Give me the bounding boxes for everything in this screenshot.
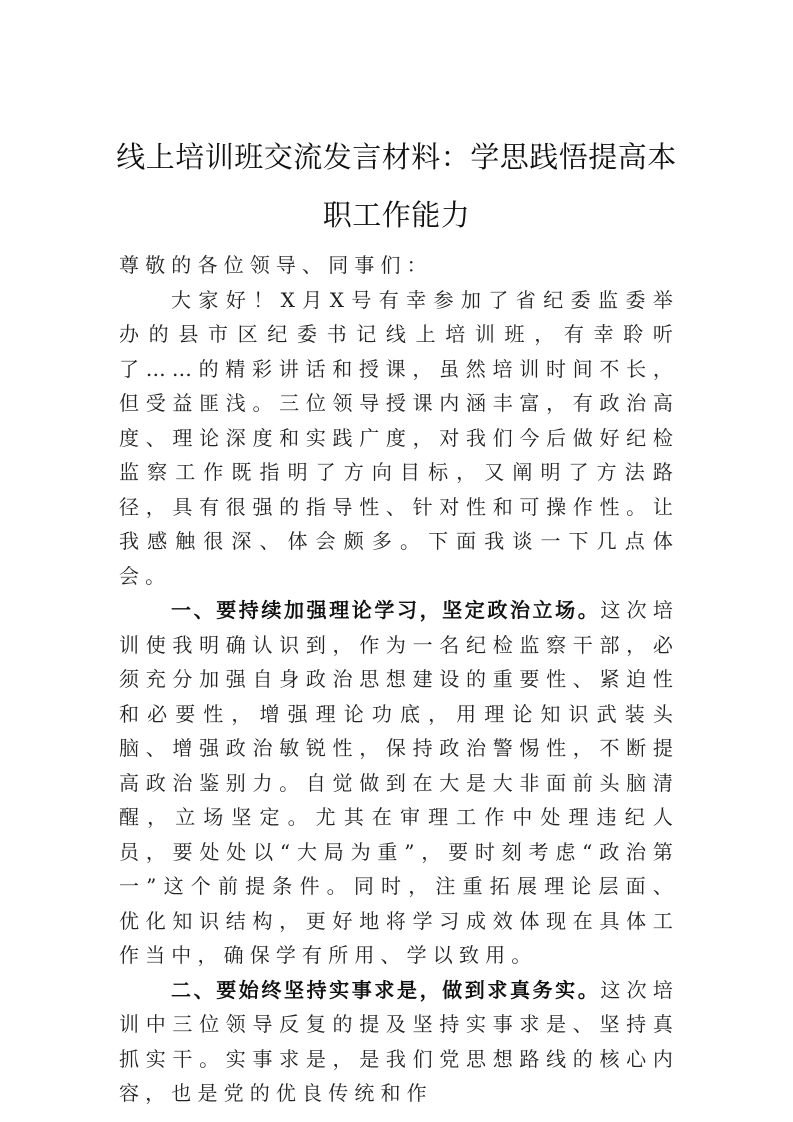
document-body — [119, 248, 679, 1111]
document-title — [100, 128, 693, 244]
paragraph-section-1 — [119, 593, 679, 973]
title-line-1: 线上培训班交流发言材料：学思践悟提高本 — [116, 140, 677, 174]
section-2-heading: 二、要始终坚持实事求是，做到求真务实。 — [171, 977, 601, 1002]
paragraph-section-2 — [119, 973, 679, 1111]
section-1-body: 这次培训使我明确认识到，作为一名纪检监察干部，必须充分加强自身政治思想建设的重要性、紧迫性和必要性，增强理论功底，用理论知识武装头脑、增强政治敏锐性，保持政治警惕性，不断提高政治鉴别力。自觉做到在大是大非面前头脑清醒，立场坚定。尤其在审理工作中处理违纪人员，要处处以“大局为重”，要时刻考虑“政治第一”这个前提条件。同时，注重拓展理论层面、优化知识结构，更好地将学习成效体现在具体工作当中，确保学有所用、学以致用。 — [119, 598, 680, 967]
salutation: 尊敬的各位领导、同事们： — [119, 253, 433, 277]
section-1-heading: 一、要持续加强理论学习，坚定政治立场。 — [171, 598, 601, 622]
title-line-2: 职工作能力 — [322, 198, 471, 232]
section-2-body: 这次培训中三位领导反复的提及坚持实事求是、坚持真抓实干。实事求是，是我们党思想路线的核心内容，也是党的优良传统和作 — [119, 977, 680, 1105]
paragraph-intro: 大家好！X月X号有幸参加了省纪委监委举办的县市区纪委书记线上培训班，有幸聆听了……的精彩讲话和授课，虽然培训时间不长，但受益匪浅。三位领导授课内涵丰富，有政治高度、理论深度和实践广度，对我们今后做好纪检监察工作既指明了方向目标，又阐明了方法路径，具有很强的指导性、针对性和可操作性。让我感触很深、体会颇多。下面我谈一下几点体会。 — [119, 287, 679, 588]
